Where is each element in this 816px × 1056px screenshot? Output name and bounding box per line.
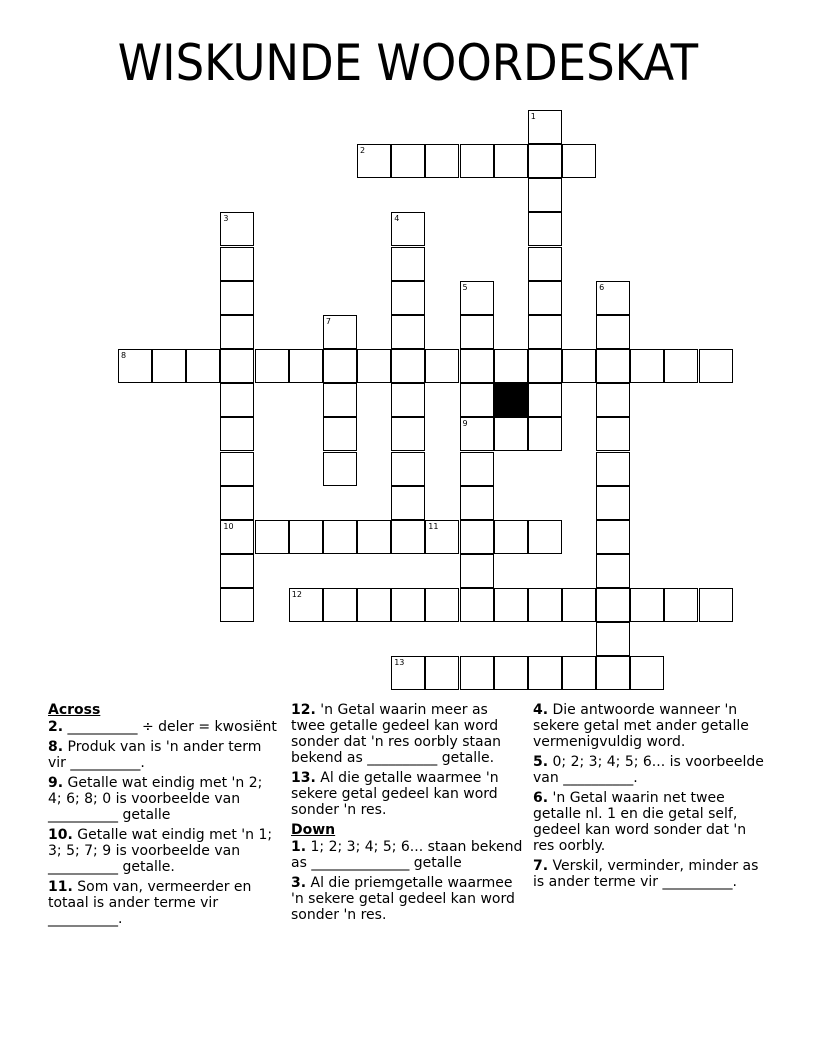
grid-cell[interactable] — [152, 349, 186, 383]
grid-cell[interactable] — [220, 315, 254, 349]
grid-cell[interactable] — [391, 588, 425, 622]
clue-column-2 — [291, 702, 523, 927]
clue-number-11: 11 — [428, 521, 439, 531]
clue-column-3 — [533, 702, 765, 894]
grid-cell[interactable] — [494, 656, 528, 690]
grid-cell[interactable] — [460, 452, 494, 486]
grid-cell[interactable] — [391, 281, 425, 315]
grid-cell[interactable] — [494, 417, 528, 451]
grid-cell[interactable] — [255, 520, 289, 554]
grid-cell[interactable] — [528, 144, 562, 178]
grid-cell[interactable] — [357, 520, 391, 554]
grid-cell[interactable] — [323, 520, 357, 554]
clue-across-13: 13. Al die getalle waarmee 'n sekere getal gedeel kan word sonder 'n res. — [291, 770, 499, 818]
grid-cell[interactable] — [323, 349, 357, 383]
grid-cell[interactable] — [596, 349, 630, 383]
grid-cell[interactable] — [186, 349, 220, 383]
clue-down-5: 5. 0; 2; 3; 4; 5; 6... is voorbeelde van __________. — [533, 754, 764, 786]
grid-cell[interactable] — [528, 281, 562, 315]
grid-cell[interactable] — [528, 417, 562, 451]
clue-number-12: 12 — [291, 590, 302, 600]
grid-cell[interactable] — [220, 486, 254, 520]
grid-cell[interactable] — [220, 383, 254, 417]
clue-number-6: 6 — [599, 282, 605, 292]
grid-cell[interactable] — [391, 144, 425, 178]
grid-cell[interactable] — [323, 452, 357, 486]
grid-cell[interactable] — [596, 486, 630, 520]
grid-cell[interactable] — [425, 349, 459, 383]
black-cell — [494, 383, 528, 417]
grid-cell[interactable] — [220, 349, 254, 383]
grid-cell[interactable] — [391, 383, 425, 417]
grid-cell[interactable] — [391, 520, 425, 554]
grid-cell[interactable] — [596, 656, 630, 690]
grid-cell[interactable] — [220, 588, 254, 622]
grid-cell[interactable] — [528, 247, 562, 281]
grid-cell[interactable] — [528, 212, 562, 246]
page-title: WISKUNDE WOORDESKAT — [117, 34, 699, 92]
grid-cell[interactable] — [664, 588, 698, 622]
grid-cell[interactable] — [528, 656, 562, 690]
grid-cell[interactable] — [323, 588, 357, 622]
grid-cell[interactable] — [596, 520, 630, 554]
clue-down-7: 7. Verskil, verminder, minder as is ander terme vir __________. — [533, 858, 759, 890]
clue-number-8: 8 — [121, 351, 127, 360]
grid-cell[interactable] — [220, 452, 254, 486]
grid-cell[interactable] — [460, 315, 494, 349]
grid-cell[interactable] — [391, 247, 425, 281]
grid-cell[interactable] — [255, 349, 289, 383]
grid-cell[interactable] — [391, 452, 425, 486]
grid-cell[interactable] — [425, 588, 459, 622]
grid-cell[interactable] — [391, 349, 425, 383]
grid-cell[interactable] — [460, 144, 494, 178]
clue-number-1: 1 — [530, 112, 536, 121]
grid-cell[interactable] — [528, 178, 562, 212]
grid-cell[interactable] — [391, 417, 425, 451]
clue-number-2: 2 — [360, 146, 366, 156]
grid-cell[interactable] — [630, 588, 664, 622]
grid-cell[interactable] — [699, 588, 733, 622]
grid-cell[interactable] — [323, 417, 357, 451]
grid-cell[interactable] — [323, 383, 357, 417]
grid-cell[interactable] — [562, 588, 596, 622]
grid-cell[interactable] — [460, 656, 494, 690]
grid-cell[interactable] — [699, 349, 733, 383]
grid-cell[interactable] — [220, 281, 254, 315]
grid-cell[interactable] — [596, 383, 630, 417]
grid-cell[interactable] — [562, 144, 596, 178]
clue-across-9: 9. Getalle wat eindig met 'n 2; 4; 6; 8; 0 is voorbeelde van __________ getalle — [48, 775, 263, 823]
clue-number-3: 3 — [223, 214, 229, 224]
grid-cell[interactable] — [528, 349, 562, 383]
clue-across-2: 2. __________ ÷ deler = kwosiënt — [48, 719, 277, 735]
grid-cell[interactable] — [630, 656, 664, 690]
clue-across-10: 10. Getalle wat eindig met 'n 1; 3; 5; 7; 9 is voorbeelde van __________ getalle. — [48, 827, 273, 875]
grid-cell[interactable] — [289, 520, 323, 554]
down-heading: Down — [291, 822, 336, 838]
grid-cell[interactable] — [425, 656, 459, 690]
grid-cell[interactable] — [494, 520, 528, 554]
grid-cell[interactable] — [460, 588, 494, 622]
clue-down-6: 6. 'n Getal waarin net twee getalle nl. 1 en die getal self, gedeel kan word sonder dat 'n res oorbly. — [533, 790, 747, 854]
grid-cell[interactable] — [596, 622, 630, 656]
grid-cell[interactable] — [596, 315, 630, 349]
grid-cell[interactable] — [220, 554, 254, 588]
grid-cell[interactable] — [425, 144, 459, 178]
grid-cell[interactable] — [494, 144, 528, 178]
grid-cell[interactable] — [596, 417, 630, 451]
clue-column-1 — [48, 702, 280, 931]
grid-cell[interactable] — [630, 349, 664, 383]
grid-cell[interactable] — [596, 588, 630, 622]
grid-cell[interactable] — [528, 315, 562, 349]
clue-number-10: 10 — [223, 521, 234, 531]
grid-cell[interactable] — [528, 520, 562, 554]
clue-number-4: 4 — [394, 214, 400, 224]
across-heading: Across — [48, 702, 101, 718]
clue-down-3: 3. Al die priemgetalle waarmee 'n sekere getal gedeel kan word sonder 'n res. — [291, 875, 515, 923]
clue-number-7: 7 — [325, 316, 331, 326]
grid-cell[interactable] — [220, 417, 254, 451]
grid-cell[interactable] — [528, 383, 562, 417]
grid-cell[interactable] — [460, 383, 494, 417]
grid-cell[interactable] — [596, 554, 630, 588]
grid-cell[interactable] — [357, 349, 391, 383]
grid-cell[interactable] — [528, 588, 562, 622]
clue-across-8: 8. Produk van is 'n ander term vir __________. — [48, 739, 262, 771]
grid-cell[interactable] — [460, 520, 494, 554]
grid-cell[interactable] — [562, 656, 596, 690]
grid-cell[interactable] — [562, 349, 596, 383]
grid-cell[interactable] — [391, 486, 425, 520]
clue-across-12: 12. 'n Getal waarin meer as twee getalle gedeel kan word sonder dat 'n res oorbly staan bekend as __________ getalle. — [291, 702, 502, 766]
clue-number-13: 13 — [394, 658, 405, 668]
grid-cell[interactable] — [220, 247, 254, 281]
grid-cell[interactable] — [664, 349, 698, 383]
grid-cell[interactable] — [289, 349, 323, 383]
grid-cell[interactable] — [460, 486, 494, 520]
grid-cell[interactable] — [460, 554, 494, 588]
clue-down-1: 1. 1; 2; 3; 4; 5; 6... staan bekend as ______________ getalle — [291, 839, 523, 871]
grid-cell[interactable] — [357, 588, 391, 622]
grid-cell[interactable] — [494, 588, 528, 622]
grid-cell[interactable] — [460, 349, 494, 383]
grid-cell[interactable] — [494, 349, 528, 383]
grid-cell[interactable] — [391, 315, 425, 349]
clue-across-11: 11. Som van, vermeerder en totaal is ander terme vir __________. — [48, 879, 252, 927]
grid-cell[interactable] — [596, 452, 630, 486]
clue-number-5: 5 — [462, 282, 468, 292]
clue-number-9: 9 — [462, 419, 468, 429]
clue-down-4: 4. Die antwoorde wanneer 'n sekere getal met ander getalle vermenigvuldig word. — [533, 702, 749, 750]
